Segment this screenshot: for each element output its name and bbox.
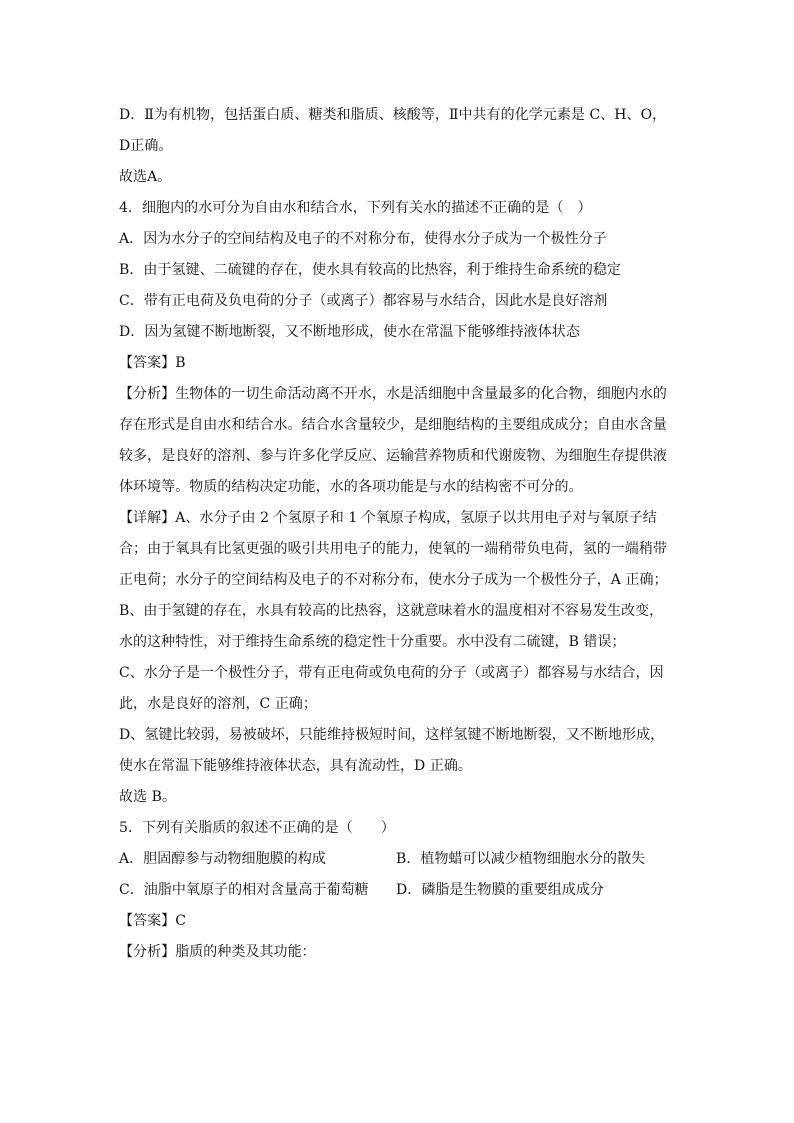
question-4-stem: 4．细胞内的水可分为自由水和结合水，下列有关水的描述不正确的是（ ）	[119, 200, 592, 216]
analysis-line: 【分析】生物体的一切生命活动离不开水，水是活细胞中含量最多的化合物，细胞内水的	[119, 386, 667, 402]
question-5-stem: 5．下列有关脂质的叙述不正确的是（ ）	[119, 820, 395, 836]
detail-line: 【详解】A、水分子由 2 个氢原子和 1 个氧原子构成，氢原子以共用电子对与氧原子结	[119, 510, 657, 526]
detail-line: D、氢键比较弱，易被破坏，只能维持极短时间，这样氢键不断地断裂，又不断地形成，	[119, 727, 665, 743]
question-5-option-a: A．胆固醇参与动物细胞膜的构成	[119, 851, 326, 867]
conclusion-line: 故选 B。	[119, 789, 176, 805]
page-content	[119, 100, 679, 968]
detail-line: 水的这种特性，对于维持生命系统的稳定性十分重要。水中没有二硫键，B 错误；	[119, 634, 626, 650]
text-line: D．Ⅱ为有机物，包括蛋白质、糖类和脂质、核酸等，Ⅱ中共有的化学元素是 C、H、O，	[119, 107, 667, 123]
question-4-option-a: A．因为水分子的空间结构及电子的不对称分布，使得水分子成为一个极性分子	[119, 231, 607, 247]
detail-line: 合；由于氧具有比氢更强的吸引共用电子的能力，使氧的一端稍带负电荷，氢的一端稍带	[119, 541, 667, 557]
detail-line: 使水在常温下能够维持液体状态，具有流动性，D 正确。	[119, 758, 472, 774]
text-line: D正确。	[119, 138, 173, 154]
detail-line: 此，水是良好的溶剂，C 正确；	[119, 696, 317, 712]
text-line: 故选A。	[119, 169, 172, 185]
analysis-line: 体环境等。物质的结构决定功能，水的各项功能是与水的结构密不可分的。	[119, 479, 583, 495]
question-5-options-row	[119, 875, 679, 906]
analysis-line: 较多，是良好的溶剂、参与许多化学反应、运输营养物质和代谢废物、为细胞生存提供液	[119, 448, 667, 464]
question-5-answer: 【答案】C	[119, 913, 186, 929]
analysis-line: 【分析】脂质的种类及其功能：	[119, 944, 316, 960]
detail-line: C、水分子是一个极性分子，带有正电荷或负电荷的分子（或离子）都容易与水结合，因	[119, 665, 664, 681]
question-4-option-c: C．带有正电荷及负电荷的分子（或离子）都容易与水结合，因此水是良好溶剂	[119, 293, 608, 309]
detail-line: B、由于氢键的存在，水具有较高的比热容，这就意味着水的温度相对不容易发生改变，	[119, 603, 664, 619]
analysis-line: 存在形式是自由水和结合水。结合水含量较少，是细胞结构的主要组成成分；自由水含量	[119, 417, 667, 433]
question-5-option-b: B．植物蜡可以减少植物细胞水分的散失	[396, 851, 646, 867]
question-5-option-d: D．磷脂是生物膜的重要组成成分	[396, 882, 604, 898]
question-4-option-b: B．由于氢键、二硫键的存在，使水具有较高的比热容，利于维持生命系统的稳定	[119, 262, 622, 278]
detail-line: 正电荷；水分子的空间结构及电子的不对称分布，使水分子成为一个极性分子，A 正确；	[119, 572, 668, 588]
question-4-answer: 【答案】B	[119, 355, 186, 371]
question-4-option-d: D．因为氢键不断地断裂，又不断地形成，使水在常温下能够维持液体状态	[119, 324, 580, 340]
question-5-option-c: C．油脂中氧原子的相对含量高于葡萄糖	[119, 882, 369, 898]
question-5-options-row	[119, 844, 679, 875]
